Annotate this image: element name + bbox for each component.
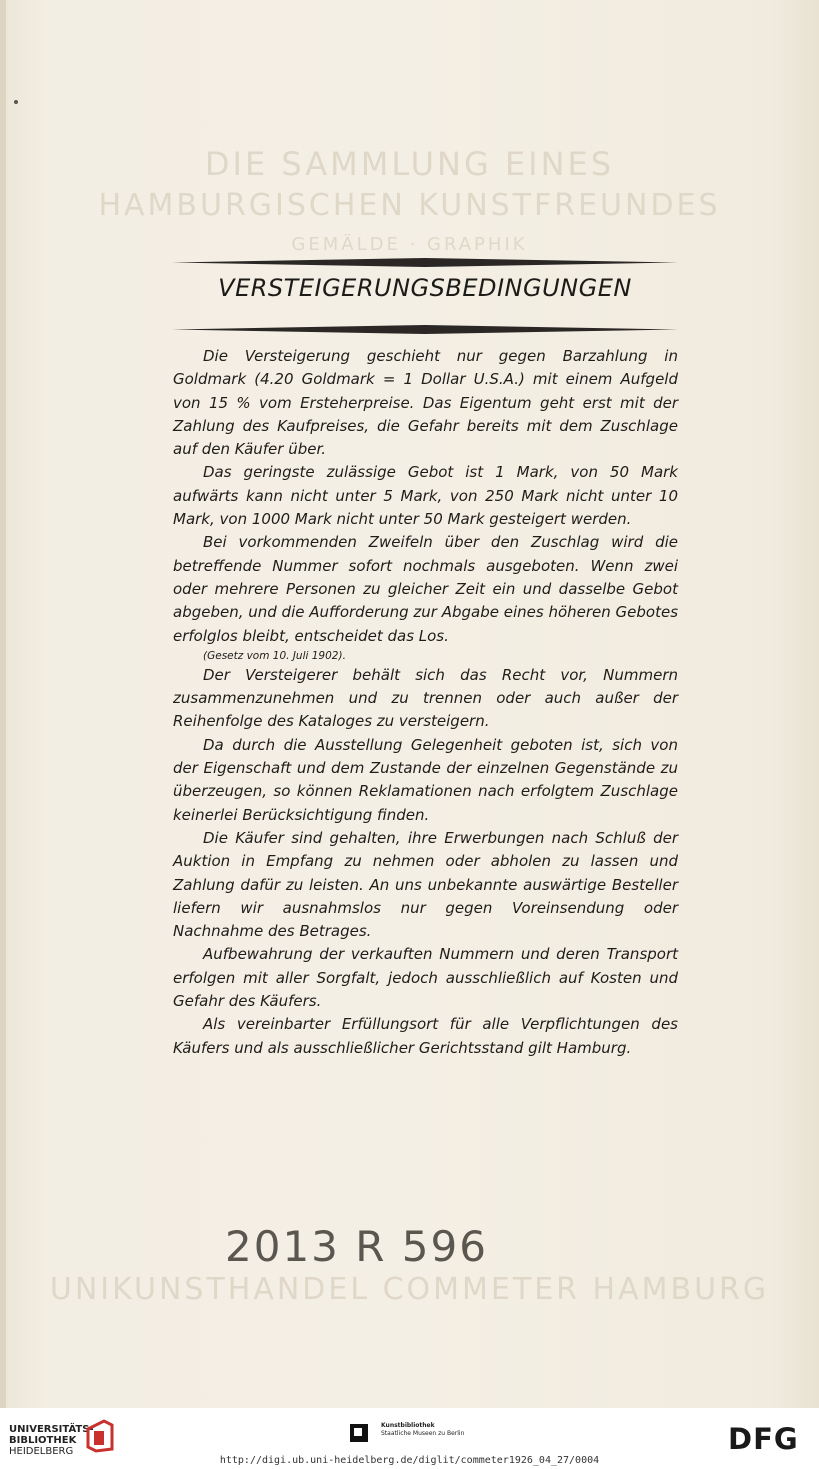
kunstbibliothek-icon [350,1424,368,1442]
permalink-url[interactable]: http://digi.ub.uni-heidelberg.de/diglit/commeter1926_04_27/0004 [219,1455,600,1466]
paragraph-rights: Der Versteigerer behält sich das Recht vor, Nummern zusammenzunehmen und zu trennen oder auch außer der Reihenfolge des Kataloges zu versteigern. [173,665,678,731]
ub-line-2: BIBLIOTHEK [9,1435,77,1446]
ub-logo-icon [86,1419,114,1453]
paragraph-collection: Die Käufer sind gehalten, ihre Erwerbungen nach Schluß der Auktion in Empfang zu nehmen oder abholen zu lassen und Zahlung dafür zu leisten. An uns unbekannte auswärtige Besteller liefern wir ausnahmslos nur gegen Voreinsendung oder Nachnahme des Betrages. [173,828,678,941]
digitization-footer [0,1408,819,1469]
paragraph-exhibition: Da durch die Ausstellung Gelegenheit geboten ist, sich von der Eigenschaft und dem Zustande der einzelnen Gegenstände zu überzeugen, so können Reklamationen nach erfolgtem Zuschlage keinerlei Berücksichtigung finden. [173,735,678,824]
ub-line-3: HEIDELBERG [9,1446,74,1457]
dfg-logo[interactable]: DFG [728,1422,799,1456]
paragraph-bids: Das geringste zulässige Gebot ist 1 Mark, von 50 Mark aufwärts kann nicht unter 5 Mark, von 250 Mark nicht unter 10 Mark, von 1000 Mark nicht unter 50 Mark gesteigert werden. [173,463,678,529]
paragraph-payment: Die Versteigerung geschieht nur gegen Barzahlung in Goldmark (4.20 Goldmark = 1 Dollar U.S.A.) mit einem Aufgeld von 15 % vom Ersteherpreise. Das Eigentum geht erst mit der Zahlung des Kaufpreises, die Gefahr bereits mit dem Zuschlage auf den Käufer über. [173,347,678,459]
ink-speck [14,100,18,104]
handwritten-shelfmark: 2013 R 596 [225,1222,488,1271]
kunstbibliothek-label [381,1422,464,1438]
paragraph-jurisdiction: Als vereinbarter Erfüllungsort für alle Verpflichtungen des Käufers und als ausschließlicher Gerichtsstand gilt Hamburg. [173,1015,678,1057]
show-through-text-4: UNIKUNSTHANDEL COMMETER HAMBURG [49,1272,770,1307]
paragraph-doubts: Bei vorkommenden Zweifeln über den Zuschlag wird die betreffende Nummer sofort nochmals ausgeboten. Wenn zwei oder mehrere Personen zu gleicher Zeit ein und dasselbe Gebot abgeben, und die Aufforderung zur Abgabe eines höheren Gebotes erfolglos bleibt, entscheidet das Los. [173,533,679,645]
kb-line-2: Staatliche Museen zu Berlin [381,1430,465,1437]
law-citation: (Gesetz vom 10. Juli 1902). [203,649,346,662]
paragraph-storage: Aufbewahrung der verkauften Nummern und deren Transport erfolgen mit aller Sorgfalt, jedoch ausschließlich auf Kosten und Gefahr des Käufers. [173,945,678,1011]
show-through-text-2: HAMBURGISCHEN KUNSTFREUNDES [98,188,721,223]
conditions-text [173,345,678,1060]
show-through-text-3: GEMÄLDE · GRAPHIK [291,234,528,255]
kb-line-1: Kunstbibliothek [381,1422,435,1429]
ornamental-rule-bottom [172,325,678,334]
ornamental-rule-top [172,258,678,267]
show-through-text-1: DIE SAMMLUNG EINES [204,145,615,183]
section-heading: VERSTEIGERUNGSBEDINGUNGEN [218,274,632,302]
ub-line-1: UNIVERSITÄTS- [9,1424,94,1435]
ub-heidelberg-wordmark[interactable] [9,1424,94,1457]
